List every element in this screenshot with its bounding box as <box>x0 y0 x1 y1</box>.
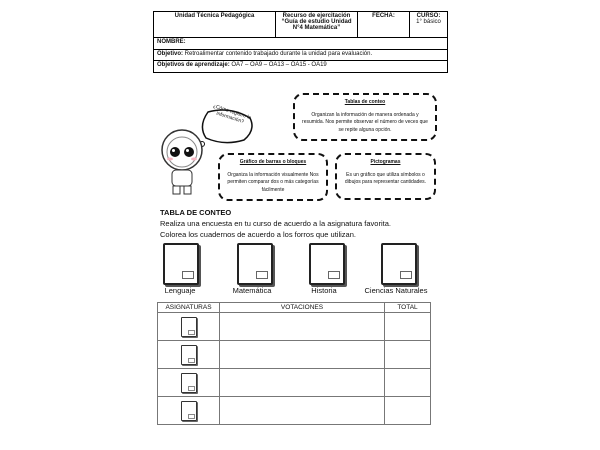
subject-label: Matemática <box>232 286 272 295</box>
total-cell[interactable] <box>385 397 431 425</box>
thought-bubble-text: ¿Cómo registro la información? <box>212 103 252 126</box>
votes-cell[interactable] <box>220 369 385 397</box>
notebook-icon <box>181 317 197 337</box>
resource-cell <box>276 12 358 38</box>
tally-table <box>157 302 431 425</box>
name-field[interactable]: NOMBRE: <box>154 38 448 50</box>
votes-cell[interactable] <box>220 397 385 425</box>
votes-cell[interactable] <box>220 341 385 369</box>
notebook-historia-icon[interactable] <box>309 243 345 285</box>
header-table <box>153 11 448 73</box>
instruction-line: Realiza una encuesta en tu curso de acuerdo a la asignatura favorita. <box>160 219 391 228</box>
course-value: 1° básico <box>416 19 441 25</box>
box-title: Gráfico de barras o bloques <box>239 159 307 165</box>
col-header: VOTACIONES <box>220 303 385 313</box>
info-box-tablas <box>293 93 437 141</box>
col-header: ASIGNATURAS <box>158 303 220 313</box>
table-row <box>158 313 431 341</box>
notebook-matematica-icon[interactable] <box>237 243 273 285</box>
table-row <box>158 397 431 425</box>
date-cell[interactable]: FECHA: <box>358 12 410 38</box>
oa-row <box>154 61 448 73</box>
instruction-line: Colorea los cuadernos de acuerdo a los forros que utilizan. <box>160 230 356 239</box>
course-cell <box>410 12 448 38</box>
info-box-pictogramas <box>335 153 436 200</box>
unit-cell: Unidad Técnica Pedagógica <box>154 12 276 38</box>
subject-label: Ciencias Naturales <box>364 286 428 295</box>
total-cell[interactable] <box>385 313 431 341</box>
subject-label: Historia <box>311 286 337 295</box>
table-row <box>158 369 431 397</box>
notebook-icon <box>181 401 197 421</box>
notebook-ciencias-icon[interactable] <box>381 243 417 285</box>
votes-cell[interactable] <box>220 313 385 341</box>
oa-value: OA7 – OA9 – OA13 – OA15 - OA19 <box>229 62 327 68</box>
objective-row <box>154 50 448 61</box>
instructions <box>160 218 391 240</box>
objective-label: Objetivo: <box>157 51 184 57</box>
objective-value: Retroalimentar contenido trabajado durante la unidad para evaluación. <box>183 51 373 57</box>
box-text: Organizan la información de manera ordenada y resumida. Nos permite observar el número de veces que se repite alguna opción. <box>302 111 428 133</box>
total-cell[interactable] <box>385 341 431 369</box>
box-title: Tablas de conteo <box>344 99 386 105</box>
total-cell[interactable] <box>385 369 431 397</box>
resource-title: Recurso de ejercitación <box>282 13 351 19</box>
info-box-grafico <box>218 153 328 201</box>
section-title: TABLA DE CONTEO <box>160 208 232 217</box>
notebook-icon <box>181 373 197 393</box>
oa-label: Objetivos de aprendizaje: <box>157 62 230 68</box>
box-title: Pictogramas <box>370 159 401 165</box>
col-header: TOTAL <box>385 303 431 313</box>
subject-label: Lenguaje <box>164 286 196 295</box>
resource-subtitle: “Guía de estudio Unidad N°4 Matemática” <box>281 19 352 31</box>
notebook-lenguaje-icon[interactable] <box>163 243 199 285</box>
notebook-icon <box>181 345 197 365</box>
box-text: Organiza la información visualmente Nos permiten comparar dos o más categorías fácilmente <box>227 171 319 193</box>
course-label: CURSO: <box>416 13 441 19</box>
box-text: Es un gráfico que utiliza símbolos o dibujos para representar cantidades. <box>344 171 427 185</box>
table-row <box>158 341 431 369</box>
